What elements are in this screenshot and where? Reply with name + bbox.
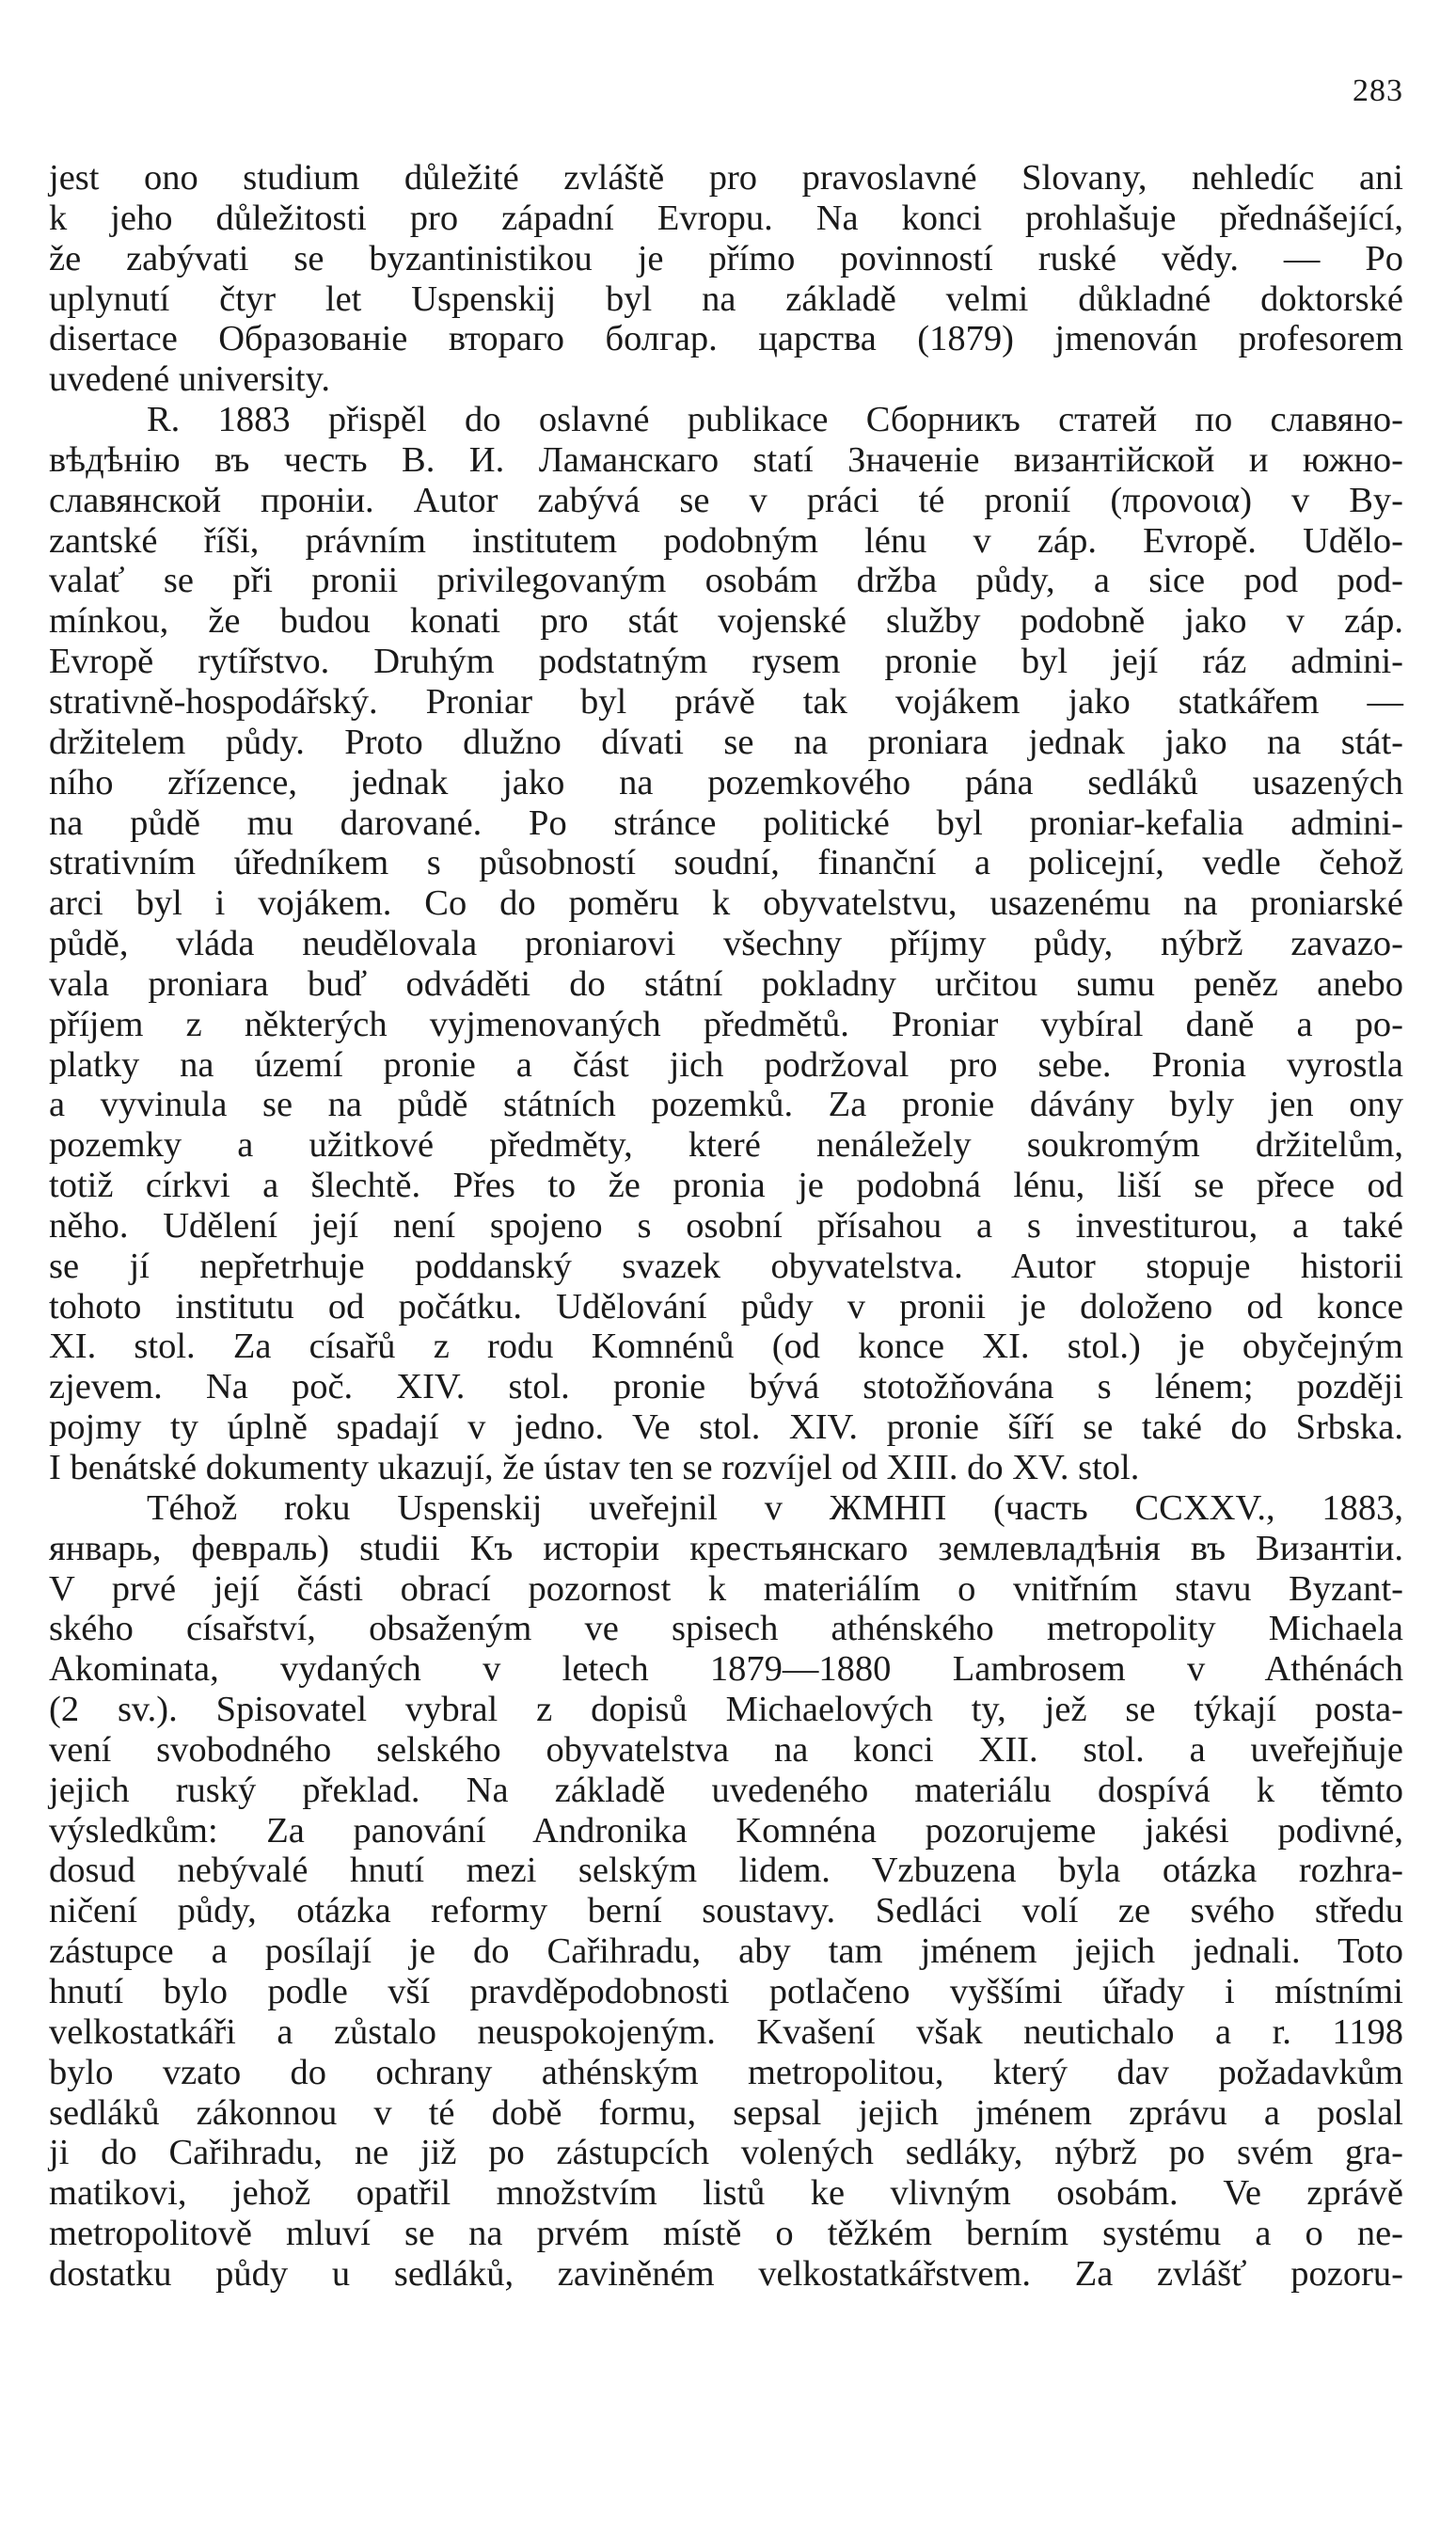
text-line: pozemky a užitkové předměty, které nenáležely soukromým držitelům,: [49, 1125, 1403, 1166]
text-line: V prvé její části obrací pozornost k materiálím o vnitřním stavu Byzant-: [49, 1568, 1403, 1609]
text-line: zástupce a posílají je do Cařihradu, aby tam jménem jejich jednali. Toto: [49, 1931, 1403, 1972]
text-line: platky na území pronie a část jich podržoval pro sebe. Pronia vyrostla: [49, 1044, 1403, 1085]
text-line: вѣдѣнію въ честь В. И. Ламанскаго statí Значеніе византійской и южно-: [49, 439, 1403, 480]
text-line: I benátské dokumenty ukazují, že ústav ten se rozvíjel od XIII. do XV. stol.: [49, 1448, 1140, 1487]
text-line: a vyvinula se na půdě státních pozemků. Za pronie dávány byly jen ony: [49, 1085, 1403, 1125]
text-line: valať se při pronii privilegovaným osobám držba půdy, a sice pod pod-: [49, 561, 1403, 601]
text-line: vení svobodného selského obyvatelstva na konci XII. stol. a uveřejňuje: [49, 1729, 1403, 1770]
text-line: zantské říši, právním institutem podobným lénu v záp. Evropě. Udělo-: [49, 520, 1403, 561]
text-line: uvedené university.: [49, 359, 330, 400]
text-line: jejich ruský překlad. Na základě uvedeného materiálu dospívá k těmto: [49, 1770, 1403, 1810]
text-line: pojmy ty úplně spadají v jedno. Ve stol. XIV. pronie šíří se také do Srbska.: [49, 1407, 1403, 1448]
text-line: držitelem půdy. Proto dlužno dívati se na proniara jednak jako na stát-: [49, 722, 1403, 762]
text-line: dosud nebývalé hnutí mezi selským lidem. Vzbuzena byla otázka rozhra-: [49, 1851, 1403, 1891]
text-line: mínkou, že budou konati pro stát vojenské služby podobně jako v záp.: [49, 601, 1403, 642]
text-line: hnutí bylo podle vší pravděpodobnosti potlačeno vyššími úřady i místními: [49, 1971, 1403, 2011]
text-line: disertace Образованіе втораго болгар. царства (1879) jmenován profesorem: [49, 319, 1403, 359]
text-line: Akominata, vydaných v letech 1879—1880 Lambrosem v Athénách: [49, 1649, 1403, 1690]
text-line: se jí nepřetrhuje poddanský svazek obyvatelstva. Autor stopuje historii: [49, 1246, 1403, 1286]
text-line: bylo vzato do ochrany athénským metropolitou, který dav požadavkům: [49, 2052, 1403, 2092]
text-line: vala proniara buď odváděti do státní pokladny určitou sumu peněz anebo: [49, 963, 1403, 1004]
text-line: na půdě mu darované. Po stránce politické byl proniar-kefalia admini-: [49, 802, 1403, 843]
text-line: příjem z některých vyjmenovaných předmětů. Proniar vybíral daně a po-: [49, 1004, 1403, 1044]
text-line: arci byl i vojákem. Co do poměru k obyvatelstvu, usazenému na proniarské: [49, 883, 1403, 924]
text-line: Téhož roku Uspenskij uveřejnil v ЖМНП (часть CCXXV., 1883,: [147, 1487, 1403, 1528]
text-line: jest ono studium důležité zvláště pro pravoslavné Slovany, nehledíc ani: [49, 158, 1403, 198]
text-line: ního zřízence, jednak jako na pozemkového pána sedláků usazených: [49, 762, 1403, 802]
text-line: velkostatkáři a zůstalo neuspokojeným. Kvašení však neutichalo a r. 1198: [49, 2011, 1403, 2052]
text-line: něho. Udělení její není spojeno s osobní přísahou a s investiturou, a také: [49, 1205, 1403, 1246]
text-line: matikovi, jehož opatřil množstvím listů ke vlivným osobám. Ve zprávě: [49, 2173, 1403, 2214]
text-line: půdě, vláda neudělovala proniarovi všechny příjmy půdy, nýbrž zavazo-: [49, 924, 1403, 964]
text-line: XI. stol. Za císařů z rodu Komnénů (od konce XI. stol.) je obyčejným: [49, 1327, 1403, 1367]
text-line: k jeho důležitosti pro západní Evropu. Na konci prohlašuje přednášející,: [49, 198, 1403, 238]
text-line: ji do Cařihradu, ne již po zástupcích volených sedláky, nýbrž po svém gra-: [49, 2133, 1403, 2173]
text-line: strativně-hospodářský. Proniar byl právě tak vojákem jako statkářem —: [49, 681, 1403, 722]
text-line: zjevem. Na poč. XIV. stol. pronie bývá stotožňována s lénem; později: [49, 1367, 1403, 1407]
text-line: uplynutí čtyr let Uspenskij byl na základě velmi důkladné doktorské: [49, 278, 1403, 319]
text-line: ského císařství, obsaženým ve spisech athénského metropolity Michaela: [49, 1609, 1403, 1649]
body-text: [49, 158, 1403, 2295]
page-number: 283: [1353, 73, 1403, 108]
text-line: ničení půdy, otázka reformy berní soustavy. Sedláci volí ze svého středu: [49, 1891, 1403, 1931]
text-line: tohoto institutu od počátku. Udělování půdy v pronii je doloženo od konce: [49, 1286, 1403, 1327]
text-line: výsledkům: Za panování Andronika Komnéna pozorujeme jakési podivné,: [49, 1810, 1403, 1851]
text-line: strativním úředníkem s působností soudní, finanční a policejní, vedle čehož: [49, 843, 1403, 883]
text-line: славянской проніи. Autor zabývá se v práci té pronií (προνοια) v By-: [49, 480, 1403, 520]
text-line: že zabývati se byzantinistikou je přímo povinností ruské vědy. — Po: [49, 238, 1403, 278]
text-line: январь, февраль) studii Къ исторіи крестьянскаго землевладѣнія въ Византіи.: [49, 1528, 1403, 1568]
text-line: R. 1883 přispěl do oslavné publikace Сборникъ статей по славяно-: [147, 400, 1403, 440]
text-line: dostatku půdy u sedláků, zaviněném velkostatkářstvem. Za zvlášť pozoru-: [49, 2253, 1403, 2294]
text-line: sedláků zákonnou v té době formu, sepsal jejich jménem zprávu a poslal: [49, 2092, 1403, 2133]
text-line: metropolitově mluví se na prvém místě o těžkém berním systému a o ne-: [49, 2214, 1403, 2254]
text-line: Evropě rytířstvo. Druhým podstatným rysem pronie byl její ráz admini-: [49, 642, 1403, 682]
text-line: totiž církvi a šlechtě. Přes to že pronia je podobná lénu, liší se přece od: [49, 1166, 1403, 1206]
text-line: (2 sv.). Spisovatel vybral z dopisů Michaelových ty, jež se týkají posta-: [49, 1690, 1403, 1730]
